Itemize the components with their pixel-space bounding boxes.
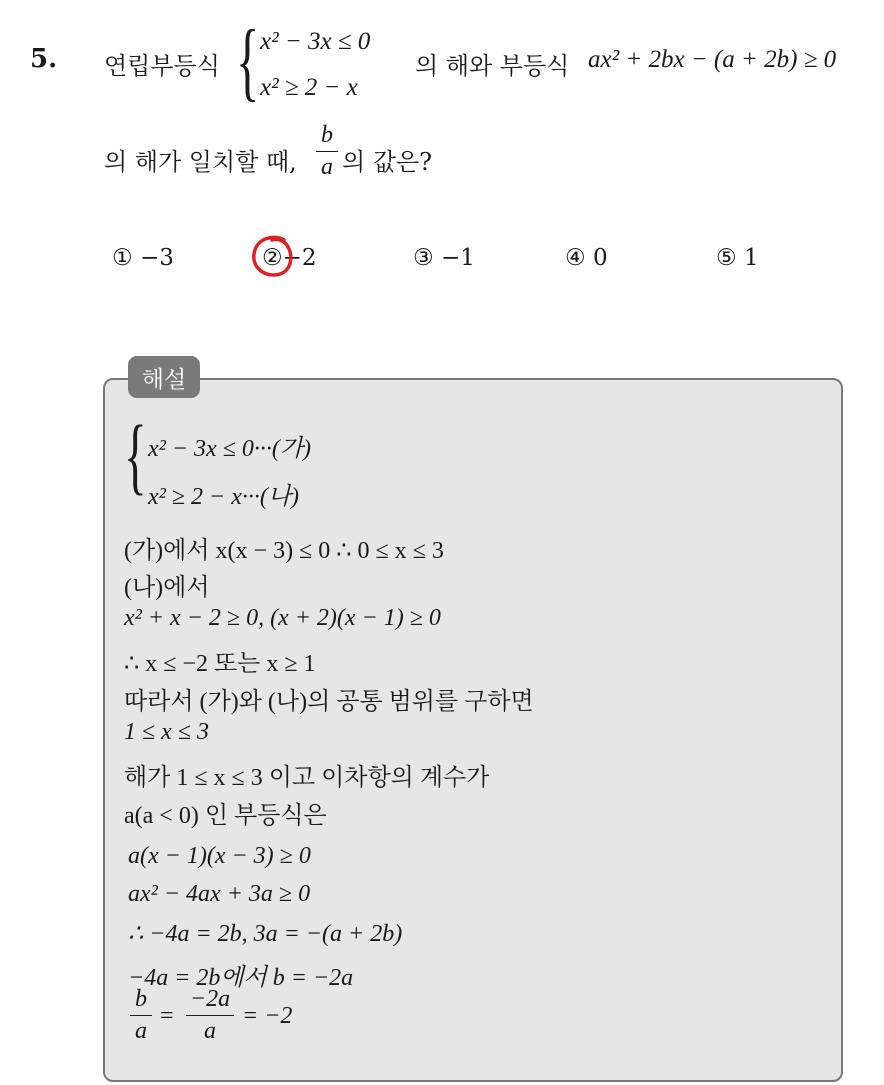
solution-line-12: −4a = 2b에서 b = −2a xyxy=(128,965,354,991)
solution-line-3: x² + x − 2 ≥ 0, (x + 2)(x − 1) ≥ 0 xyxy=(124,605,441,631)
choice-4[interactable]: ④ 0 xyxy=(565,245,608,271)
solution-line-5: 따라서 (가)와 (나)의 공통 범위를 구하면 xyxy=(124,689,534,715)
solution-line-1: (가)에서 x(x − 3) ≤ 0 ∴ 0 ≤ x ≤ 3 xyxy=(124,538,444,564)
solution-system-2: x² ≥ 2 − x···(나) xyxy=(148,484,300,510)
solution-tab-label: 해설 xyxy=(128,356,200,398)
choice-1[interactable]: ① −3 xyxy=(112,245,174,271)
answer-circle-mark xyxy=(248,232,298,282)
solution-fraction-2: −2a a xyxy=(186,986,234,1045)
solution-result: = −2 xyxy=(242,1003,293,1029)
system-brace: { xyxy=(236,13,260,110)
question-intro: 연립부등식 xyxy=(104,52,220,80)
question-mid-text: 의 해와 부등식 xyxy=(415,52,570,80)
solution-system-1: x² − 3x ≤ 0···(가) xyxy=(148,436,312,462)
solution-line-7: 해가 1 ≤ x ≤ 3 이고 이차항의 계수가 xyxy=(124,765,490,791)
choice-2[interactable]: ②−2 xyxy=(262,245,317,271)
solution-line-11: ∴ −4a = 2b, 3a = −(a + 2b) xyxy=(128,921,403,947)
question-number: 5. xyxy=(30,44,58,74)
choice-5[interactable]: ⑤ 1 xyxy=(716,245,759,271)
solution-fraction-1: b a xyxy=(130,986,152,1045)
solution-line-10: ax² − 4ax + 3a ≥ 0 xyxy=(128,881,311,907)
fraction-numerator: b xyxy=(321,122,333,148)
solution-line-4: ∴ x ≤ −2 또는 x ≥ 1 xyxy=(124,651,316,677)
solution-equals: = xyxy=(160,1003,174,1029)
fraction-denominator: a xyxy=(321,154,333,180)
question-inequality: ax² + 2bx − (a + 2b) ≥ 0 xyxy=(588,46,837,73)
solution-system-brace: { xyxy=(124,407,147,503)
choice-3[interactable]: ③ −1 xyxy=(413,245,475,271)
system-line-1: x² − 3x ≤ 0 xyxy=(260,28,371,55)
solution-line-6: 1 ≤ x ≤ 3 xyxy=(124,719,209,745)
question-fraction xyxy=(316,122,338,181)
solution-line-9: a(x − 1)(x − 3) ≥ 0 xyxy=(128,843,311,869)
solution-line-8: a(a < 0) 인 부등식은 xyxy=(124,803,327,829)
system-line-2: x² ≥ 2 − x xyxy=(260,74,358,101)
question-line2-text: 의 해가 일치할 때, xyxy=(104,148,297,176)
question-line2-end: 의 값은? xyxy=(342,148,433,176)
solution-line-2: (나)에서 xyxy=(124,575,210,601)
